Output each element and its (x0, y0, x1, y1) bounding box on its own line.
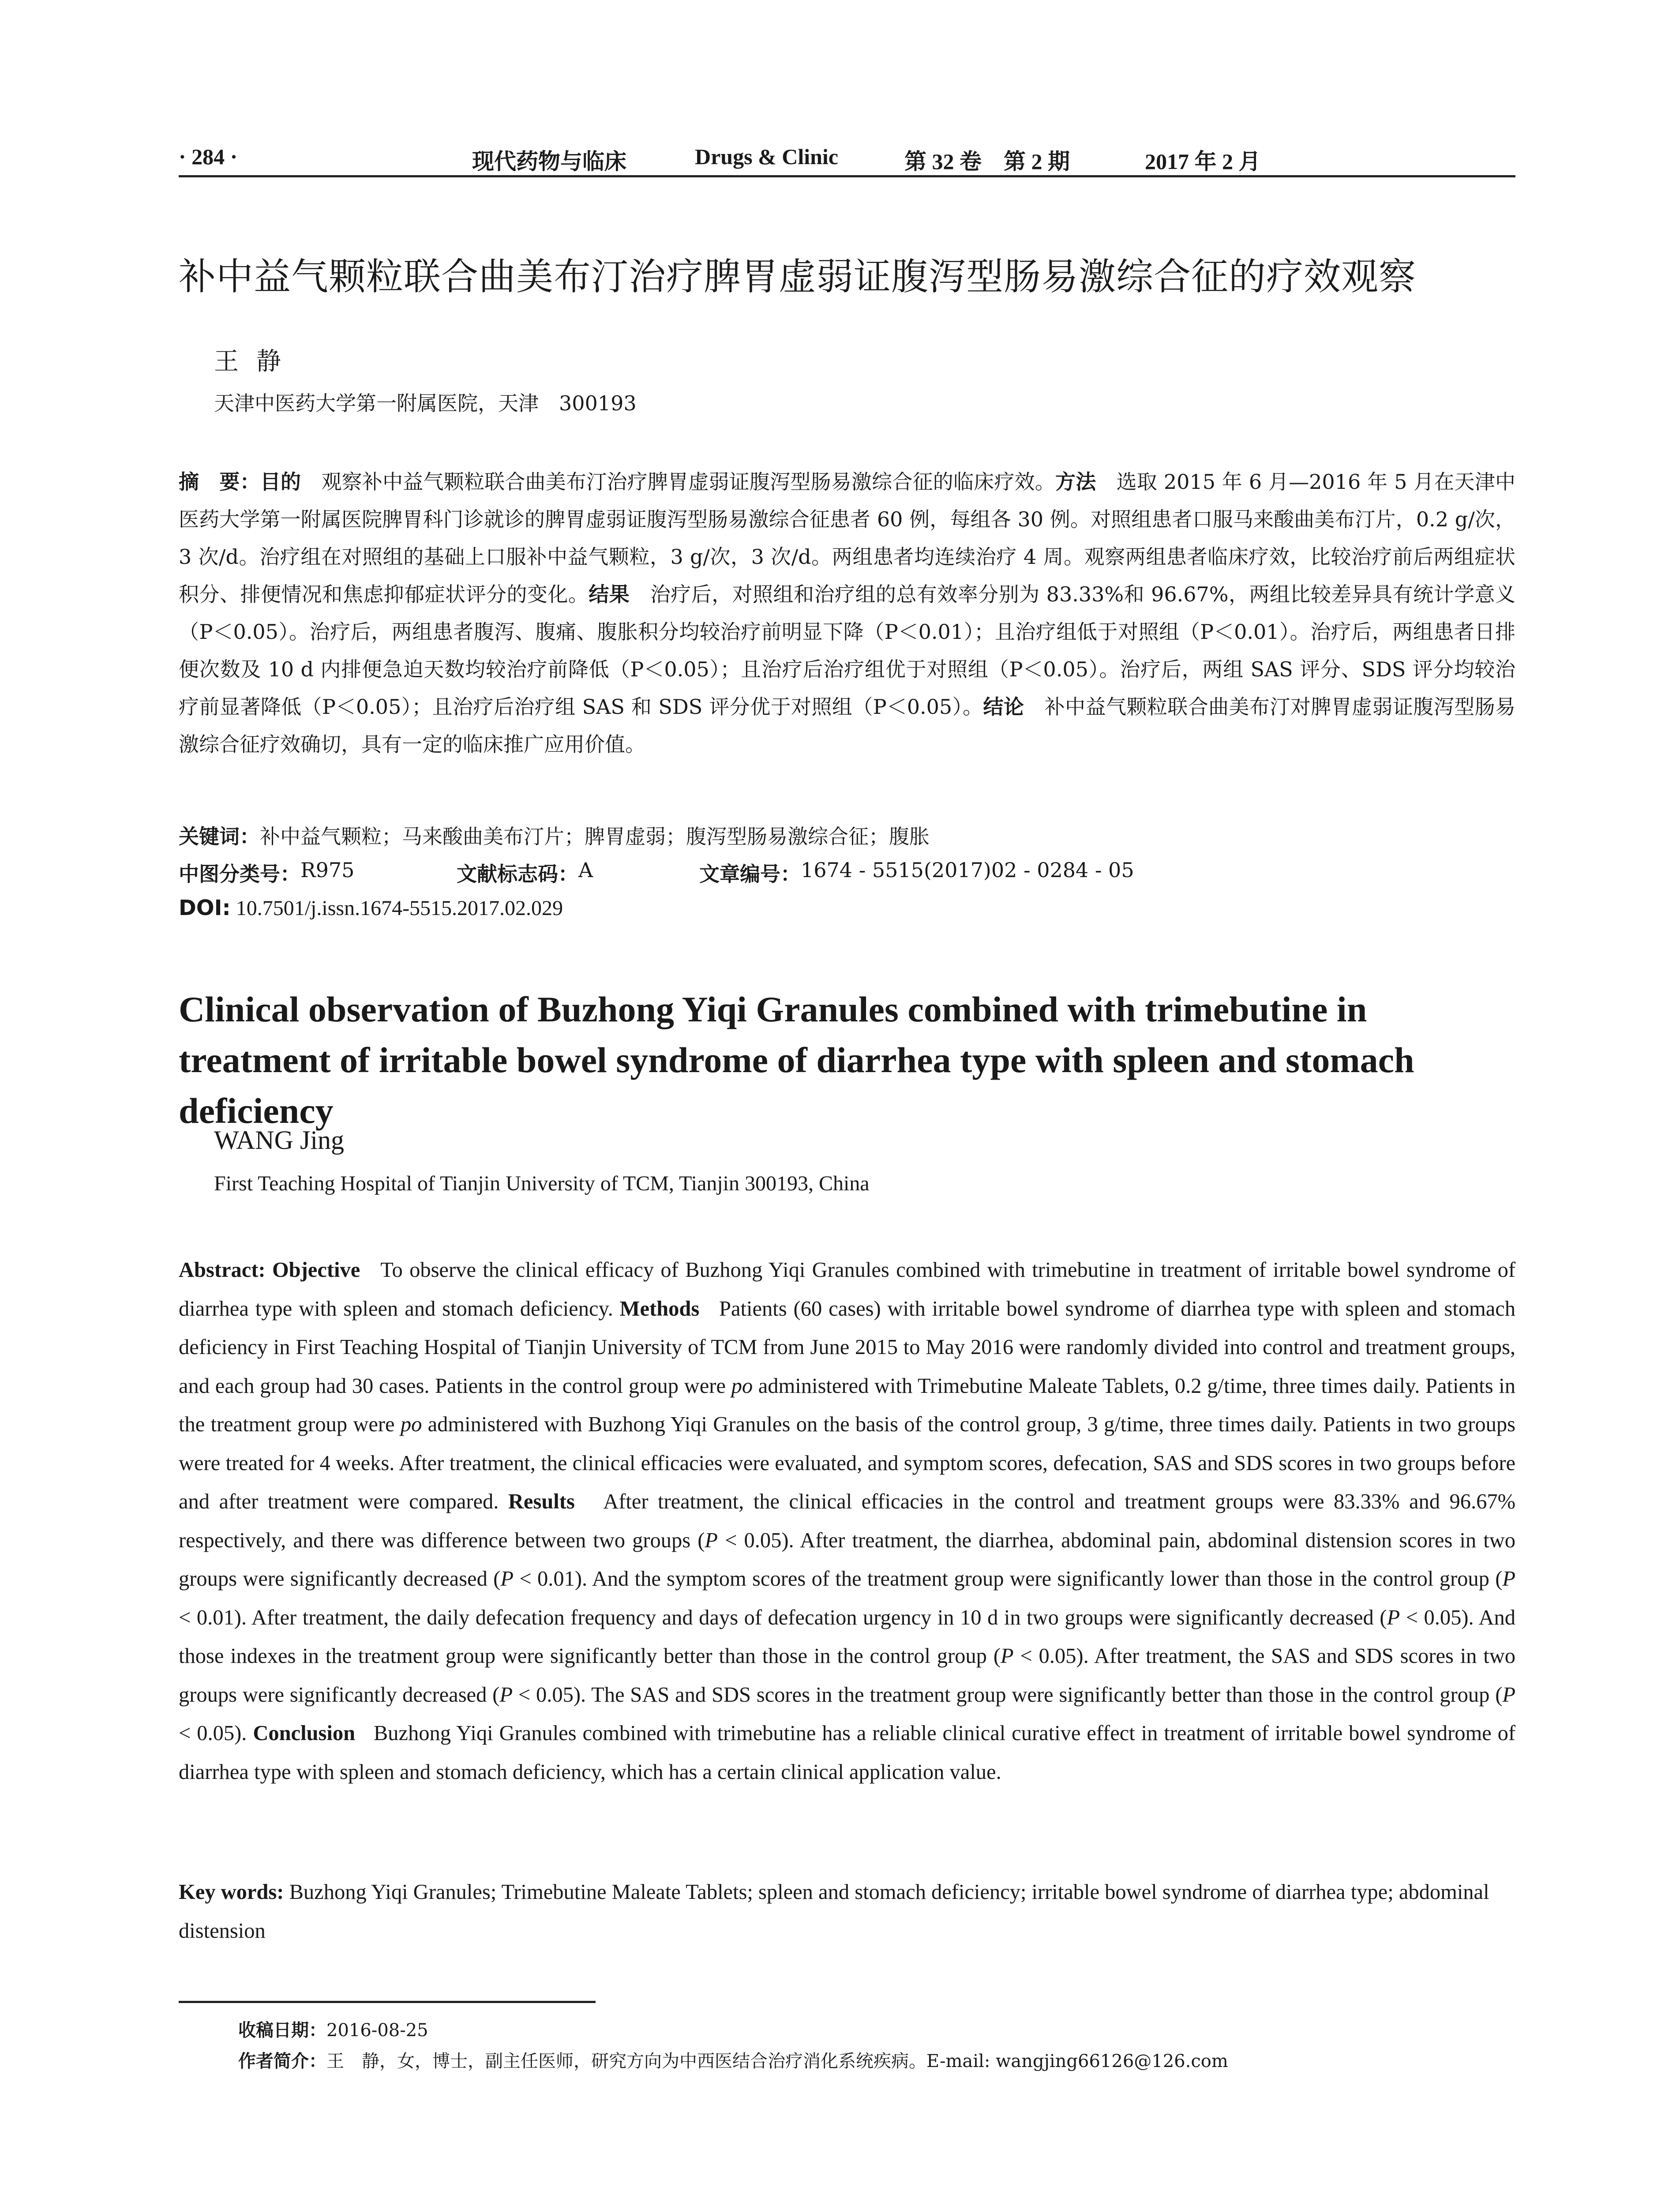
keywords-label-zh: 关键词： (179, 825, 260, 848)
conclusion-text-en: Buzhong Yiqi Granules combined with trimebutine has a reliable clinical curative effect in treatment of irritable bowel syndrome of diarrhea type with spleen and stomach deficiency, which has a certain clinical application value. (179, 1722, 1516, 1784)
doi-line (179, 896, 1515, 920)
page-number: · 284 · (179, 144, 238, 169)
p-value-symbol: P (1387, 1606, 1400, 1629)
results-text-en-6: < 0.05). After treatment, the SAS and SDS scores in two groups were significantly decreased ( (179, 1644, 1515, 1707)
doc-code-label: 文献标志码： (457, 862, 578, 886)
english-author: WANG Jing (214, 1126, 344, 1155)
objective-label-zh: 目的 (260, 470, 301, 494)
conclusion-text-zh: 补中益气颗粒联合曲美布汀对脾胃虚弱证腹泻型肠易激综合征疗效确切，具有一定的临床推广应用价值。 (179, 695, 1516, 756)
chinese-keywords (179, 821, 1515, 850)
bio-text: 王 静，女，博士，副主任医师，研究方向为中西医结合治疗消化系统疾病。E-mail: wangjing66126@126.com (326, 2051, 1228, 2071)
results-text-zh: 治疗后，对照组和治疗组的总有效率分别为 83.33%和 96.67%，两组比较差异具有统计学意义（P＜0.05）。治疗后，两组患者腹泻、腹痛、腹胀积分均较治疗前明显下降（P＜0.01）；且治疗组低于对照组（P＜0.01）。治疗后，两组患者日排便次数及 10 d 内排便急迫天数均较治疗前降低（P＜0.05）；且治疗后治疗组优于对照组（P＜0.05）。治疗后，两组 SAS 评分、SDS 评分均较治疗前显著降低（P＜0.05）；且治疗后治疗组 SAS 和 SDS 评分优于对照组（P＜0.05）。 (179, 582, 1516, 719)
keywords-text-en: Buzhong Yiqi Granules; Trimebutine Maleate Tablets; spleen and stomach deficiency; irritable bowel syndrome of diarrhea type; abdominal distension (179, 1880, 1489, 1943)
objective-text-en: To observe the clinical efficacy of Buzhong Yiqi Granules combined with trimebutine in treatment of irritable bowel syndrome of diarrhea type with spleen and stomach deficiency. (179, 1258, 1516, 1321)
methods-label-en: Methods (619, 1297, 700, 1321)
chinese-author: 王静 (214, 347, 299, 376)
running-head (179, 140, 1515, 176)
article-no-value: 1674 - 5515(2017)02 - 0284 - 05 (801, 858, 1134, 882)
methods-text-en-2: administered with Trimebutine Maleate Tablets, 0.2 g/time, three times daily. Patients in the treatment group were (179, 1374, 1515, 1436)
footnote-divider (179, 2001, 596, 2003)
results-label-en: Results (508, 1490, 575, 1513)
received-value: 2016-08-25 (326, 2020, 428, 2041)
methods-text-en-1: Patients (60 cases) with irritable bowel syndrome of diarrhea type with spleen and stomach deficiency in First Teaching Hospital of Tianjin University of TCM from June 2015 to May 2016 were randomly divided into control and treatment groups, and each group had 30 cases. Patients in the control group were (179, 1297, 1516, 1398)
volume-issue: 第 32 卷 第 2 期 (904, 149, 1070, 174)
conclusion-label-en: Conclusion (253, 1722, 356, 1745)
po-abbrev: po (400, 1413, 422, 1436)
results-text-en-4: < 0.01). After treatment, the daily defecation frequency and days of defecation urgency in 10 d in two groups were significantly decreased ( (179, 1606, 1387, 1629)
chinese-title: 补中益气颗粒联合曲美布汀治疗脾胃虚弱证腹泻型肠易激综合征的疗效观察 (179, 255, 1417, 298)
clc-label: 中图分类号： (179, 862, 300, 886)
methods-label-zh: 方法 (1055, 470, 1096, 494)
results-text-en-7: < 0.05). The SAS and SDS scores in the treatment group were significantly better than those in the control group ( (512, 1683, 1503, 1707)
results-label-zh: 结果 (589, 582, 630, 606)
p-value-symbol: P (1502, 1683, 1515, 1707)
bio-label: 作者简介： (238, 2051, 326, 2071)
chinese-abstract (179, 463, 1515, 763)
methods-text-en-3: administered with Buzhong Yiqi Granules on the basis of the control group, 3 g/time, three times daily. Patients in two groups were treated for 4 weeks. After treatment, the clinical efficacies were evaluated, and symptom scores, defecation, SAS and SDS scores in two groups before and after treatment were compared. (179, 1413, 1515, 1513)
methods-text-zh: 选取 2015 年 6 月—2016 年 5 月在天津中医药大学第一附属医院脾胃科门诊就诊的脾胃虚弱证腹泻型肠易激综合征患者 60 例，每组各 30 例。对照组患者口服马来酸曲美布汀片，0.2 g/次，3 次/d。治疗组在对照组的基础上口服补中益气颗粒，3 g/次，3 次/d。两组患者均连续治疗 4 周。观察两组患者临床疗效，比较治疗前后两组症状积分、排便情况和焦虑抑郁症状评分的变化。 (179, 470, 1516, 606)
article-no-label: 文章编号： (699, 862, 801, 886)
english-keywords (179, 1873, 1515, 1950)
received-date (238, 2016, 428, 2041)
objective-text-zh: 观察补中益气颗粒联合曲美布汀治疗脾胃虚弱证腹泻型肠易激综合征的临床疗效。 (301, 470, 1056, 494)
keywords-label-en: Key words: (179, 1880, 284, 1904)
doc-code-value: A (578, 858, 593, 882)
journal-name-en: Drugs & Clinic (695, 144, 838, 169)
abstract-objective-label-en: Abstract: Objective (179, 1258, 360, 1282)
p-value-symbol: P (1000, 1644, 1014, 1668)
p-value-symbol: P (705, 1528, 718, 1552)
abstract-label-zh: 摘 要： (179, 470, 260, 494)
header-divider (179, 175, 1515, 177)
conclusion-label-zh: 结论 (983, 695, 1024, 719)
doi-label: DOI: (179, 896, 231, 920)
english-abstract (179, 1251, 1515, 1791)
keywords-text-zh: 补中益气颗粒；马来酸曲美布汀片；脾胃虚弱；腹泻型肠易激综合征；腹胀 (260, 825, 930, 848)
po-abbrev: po (731, 1374, 753, 1398)
received-label: 收稿日期： (238, 2020, 326, 2041)
p-value-symbol: P (499, 1683, 513, 1707)
results-text-en-3: < 0.01). And the symptom scores of the treatment group were significantly lower than those in the control group ( (513, 1567, 1503, 1591)
results-text-en-1: After treatment, the clinical efficacies in the control and treatment groups were 83.33% and 96.67% respectively, and there was difference between two groups ( (179, 1490, 1516, 1552)
results-text-en-2: < 0.05). After treatment, the diarrhea, abdominal pain, abdominal distension scores in two groups were significantly decreased ( (179, 1528, 1515, 1591)
issue-date: 2017 年 2 月 (1145, 149, 1261, 174)
clc-value: R975 (300, 858, 355, 882)
journal-name-cn: 现代药物与临床 (472, 149, 626, 174)
doi-link[interactable]: 10.7501/j.issn.1674-5515.2017.02.029 (230, 897, 563, 920)
english-affiliation: First Teaching Hospital of Tianjin University of TCM, Tianjin 300193, China (214, 1172, 870, 1195)
p-value-symbol: P (500, 1567, 514, 1591)
author-bio (238, 2047, 1228, 2072)
results-text-en-5: < 0.05). And those indexes in the treatment group were significantly better than those in the control group ( (179, 1606, 1515, 1668)
english-title: Clinical observation of Buzhong Yiqi Granules combined with trimebutine in treatment of irritable bowel syndrome of diarrhea type with spleen and stomach deficiency (179, 989, 1414, 1131)
p-value-symbol: P (1502, 1567, 1515, 1591)
results-text-en-8: < 0.05). (179, 1722, 247, 1745)
chinese-affiliation: 天津中医药大学第一附属医院，天津 300193 (214, 391, 637, 415)
